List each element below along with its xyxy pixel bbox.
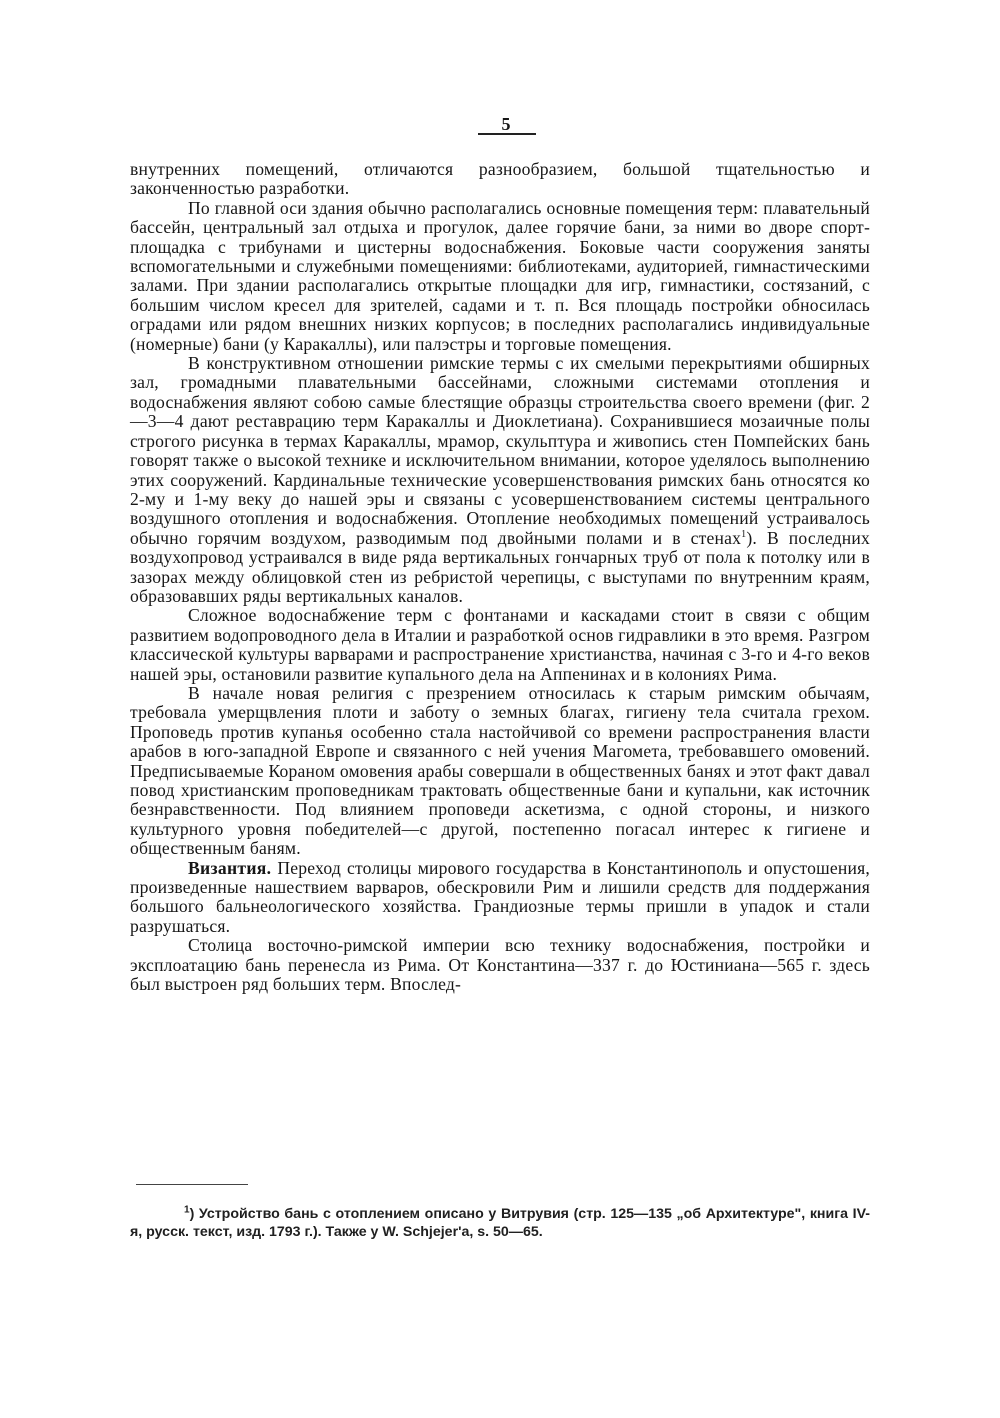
footnote-marker: 1 xyxy=(184,1204,190,1216)
paragraph-continuation: внутренних помещений, отличаются разнообразием, большой тщательностью и законченностью разработки. xyxy=(130,159,870,199)
page-number: 5 xyxy=(501,114,511,134)
paragraph-water-supply: Сложное водоснабжение терм с фонтанами и каскадами стоит в связи с общим развитием водопроводного дела в Италии и разработкой основ гидравлики в это время. Разгром классической культуры варварами и распространение христианства, начиная с 3-го и 4-го веков нашей эры, остановили развитие купального дела на Аппенинах и в колониях Рима. xyxy=(130,605,870,684)
paragraph-byzantium xyxy=(130,859,870,937)
page-number-rule xyxy=(478,133,536,135)
paragraph-byzantium-text: Переход столицы мирового государства в Константинополь и опустошения, произведенные нашествием варваров, обескровили Рим и лишили средств для поддержания большого бальнеологического хозяйства. Грандиозные термы пришли в упадок и стали разрушаться. xyxy=(130,857,870,936)
paragraph-construction-text: В конструктивном отношении римские термы с их смелыми перекрытиями обширных зал, громадными плавательными бассейнами, сложными системами отопления и водоснабжения являют собою самые блестящие образцы строительства своего времени (фиг. 2—3—4 дают реставрацию терм Каракаллы и Диоклетиана). Сохранившиеся мозаичные полы строгого рисунка в термах Каракаллы, мрамор, скульптура и живопись стен Помпейских бань говорят также о высокой технике и исключительном внимании, которое уделялось выполнению этих сооружений. Кардинальные технические усовершенствования римских бань относятся ко 2-му и 1-му веку до нашей эры и связаны с усовершенствованием системы центрального воздушного отопления и водоснабжения. Отопление необходимых помещений устраивалось обычно горячим воздухом, разводимым под двойными полами и в стенах xyxy=(130,353,870,548)
footnote-paragraph xyxy=(130,1205,870,1241)
paragraph-construction-tail: ). В последних воздухопровод устраивался в виде ряда вертикальных гончарных труб от пола к потолку или в зазорах между облицовкой стен из ребристой черепицы, с выступами по внутренним краям, образовавших ряды вертикальных каналов. xyxy=(130,527,870,606)
paragraph-construction xyxy=(130,354,870,606)
section-heading-byzantium: Византия. xyxy=(188,857,272,878)
paragraph-religion: В начале новая религия с презрением относилась к старым римским обычаям, требовала умерщвления плоти и заботу о земных благах, гигиену тела считала грехом. Проповедь против купанья особенно стала настойчивой со времени распространения власти арабов в юго-западной Европе и связанного с ней учения Магомета, требовавшего омовений. Предписываемые Кораном омовения арабы совершали в общественных банях и этот факт давал повод христианским проповедникам трактовать общественные бани и купальни, как источник безнравственности. Под влиянием проповеди аскетизма, с одной стороны, и низкого культурного уровня победителей—с другой, постепенно погасал интерес к гигиене и общественным баням. xyxy=(130,682,870,859)
footnote xyxy=(130,1205,870,1241)
footnote-rule xyxy=(136,1184,248,1185)
paragraph-layout: По главной оси здания обычно располагались основные помещения терм: плавательный бассейн, центральный зал отдыха и прогулок, далее горячие бани, за ними во дворе спорт-площадка с трибунами и цистерны водоснабжения. Боковые части сооружения заняты вспомогательными и служебными помещениями: библиотеками, аудиторией, гимнастическими залами. При здании располагались открытые площадки для игр, гимнастики, состязаний, с большим числом кресел для зрителей, садами и т. п. Вся площадь постройки обносилась оградами или рядом внешних низких корпусов; в последних располагались индивидуальные (номерные) бани (у Каракаллы), или палэстры и торговые помещения. xyxy=(130,197,870,354)
paragraph-capital: Столица восточно-римской империи всю технику водоснабжения, постройки и эксплоатацию бань перенесла из Рима. От Константина—337 г. до Юстиниана—565 г. здесь был выстроен ряд больших терм. Впослед- xyxy=(130,935,870,995)
footnote-text: ) Устройство бань с отоплением описано у Витрувия (стр. 125—135 „об Архитектуре", книга IV-я, русск. текст, изд. 1793 г.). Также у W. Schjejer'a, s. 50—65. xyxy=(130,1206,870,1240)
footnote-reference: 1 xyxy=(741,528,747,540)
body-text xyxy=(130,160,870,994)
